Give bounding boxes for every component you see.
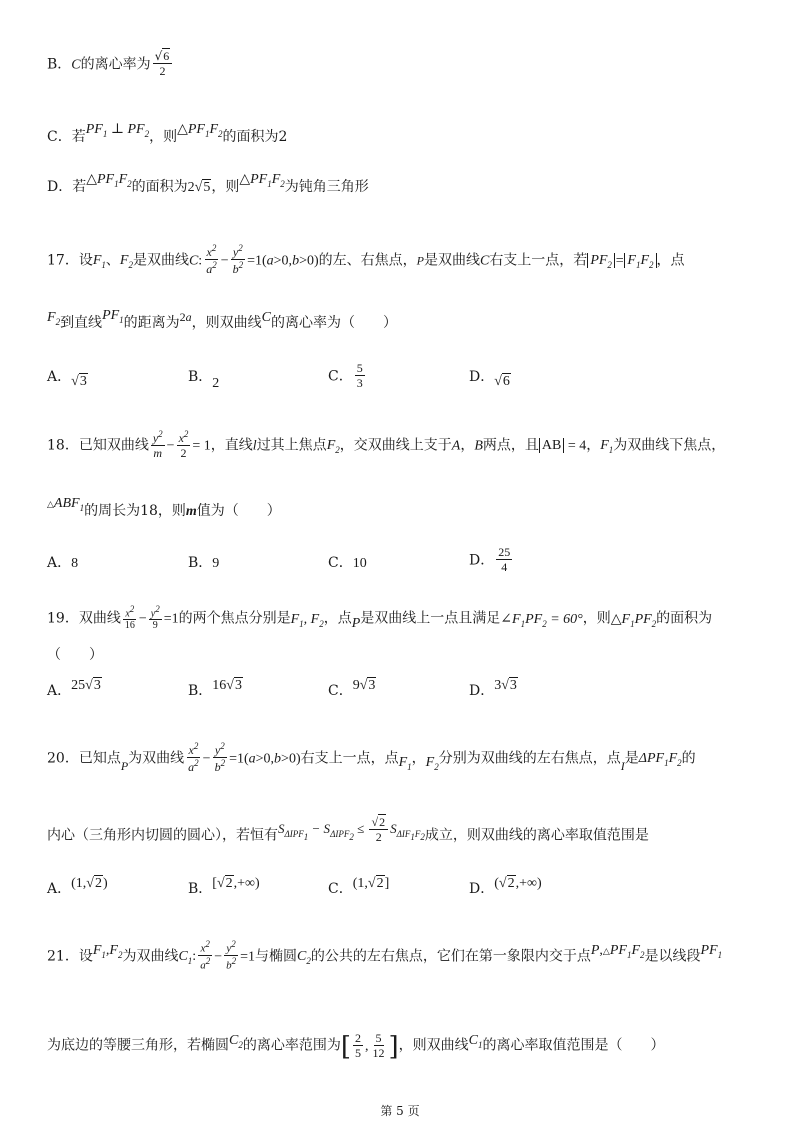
q20-option-c[interactable]: C．(1,√2]: [328, 876, 390, 897]
question-21-line-2: 为底边的等腰三角形，若椭圆$C_2$的离心率范围为[ $\frac{2}{5}$ , $\frac{5}{12}$ ]，则双曲线$C_1$的离心率取值范围是（ ）: [47, 1031, 665, 1062]
q18-option-a[interactable]: A．8: [47, 555, 79, 571]
q20-option-b[interactable]: B．[√2,+∞): [188, 876, 260, 897]
q19-option-a[interactable]: A．25√3: [47, 678, 101, 699]
question-17-line-1: 17．设$F_1$、$F_2$是双曲线C: $\frac{x^2}{a^2}$ − $\frac{y^2}{b^2}$ =1(a>0,b>0)的左、右焦点，P是双曲线C右支上一点，若 $PF_2 = F_1F_2$ ，点: [47, 243, 685, 277]
question-21-line-1: 21．设$F_1,F_2$为双曲线$C_1$: $\frac{x^2}{a^2}$ − $\frac{y^2}{b^2}$ =1与椭圆$C_2$的公共的左右焦点，它们在第一象限内交于点$P,\triangle PF_1F_2$是以线段$PF_1$: [47, 939, 723, 972]
q18-option-c[interactable]: C．10: [328, 555, 367, 571]
q17-option-c[interactable]: C． $\frac{5}{3}$: [328, 361, 363, 391]
option-c: C．若$PF_1$ ⊥ $PF_2$，则$\triangle PF_1F_2$的面积为2: [47, 122, 288, 145]
q18-option-b[interactable]: B．9: [188, 555, 220, 571]
q17-option-a[interactable]: A．√3: [47, 369, 87, 389]
q18-option-d[interactable]: D． $\frac{25}{4}$: [469, 545, 511, 575]
q19-option-d[interactable]: D．3√3: [469, 678, 517, 699]
question-18-line-2: $\triangle ABF_1$的周长为18，则m值为（ ）: [47, 496, 281, 519]
option-d: D．若$\triangle PF_1F_2$的面积为2√5，则$\triangle PF_1F_2$为钝角三角形: [47, 172, 369, 195]
q20-option-d[interactable]: D．(√2,+∞): [469, 876, 542, 897]
q19-option-b[interactable]: B．16√3: [188, 678, 242, 699]
q20-option-a[interactable]: A．(1,√2): [47, 876, 108, 897]
page-number: 第 5 页: [380, 1104, 420, 1118]
question-19-line-2: （ ）: [47, 647, 103, 663]
q17-option-b[interactable]: B．2: [188, 369, 220, 391]
option-b: B．C的离心率为 $\frac{√6}{2}$: [47, 50, 760, 79]
q17-option-d[interactable]: D．√6: [469, 369, 510, 389]
q19-option-c[interactable]: C．9√3: [328, 678, 376, 699]
fraction: $\frac{√6}{2}$: [153, 50, 173, 79]
question-20-line-2: 内心（三角形内切圆的圆心），若恒有$S_{\Delta IPF_1} - S_{\Delta IPF_2}$ ≤ $\frac{√2}{2}$ $S_{\Delta IF_1F_2}$成立，则双曲线的离心率取值范围是: [47, 815, 649, 845]
question-18-line-1: 18．已知双曲线 $\frac{y^2}{m}$ − $\frac{x^2}{2}$ = 1，直线l过其上焦点$F_2$，交双曲线上支于A，B两点，且 AB = 4，$F_1$为双曲线下焦点，: [47, 429, 726, 461]
question-17-line-2: $F_2$到直线$PF_1$的距离为2a，则双曲线C的离心率为（ ）: [47, 308, 398, 331]
question-19-line-1: 19．双曲线 $\frac{x^2}{16}$ − $\frac{y^2}{9}$ =1的两个焦点分别是$F_1$, $F_2$，点P是双曲线上一点且满足$\angle F_1PF_2 = 60^\circ$，则$\triangle F_1PF_2$的面积为: [47, 604, 713, 632]
question-20-line-1: 20．已知点P为双曲线 $\frac{x^2}{a^2}$ − $\frac{y^2}{b^2}$ =1(a>0,b>0)右支上一点，点$F_1$，$F_2$分别为双曲线的左右焦点，点I是$\Delta PF_1F_2$的: [47, 741, 696, 775]
